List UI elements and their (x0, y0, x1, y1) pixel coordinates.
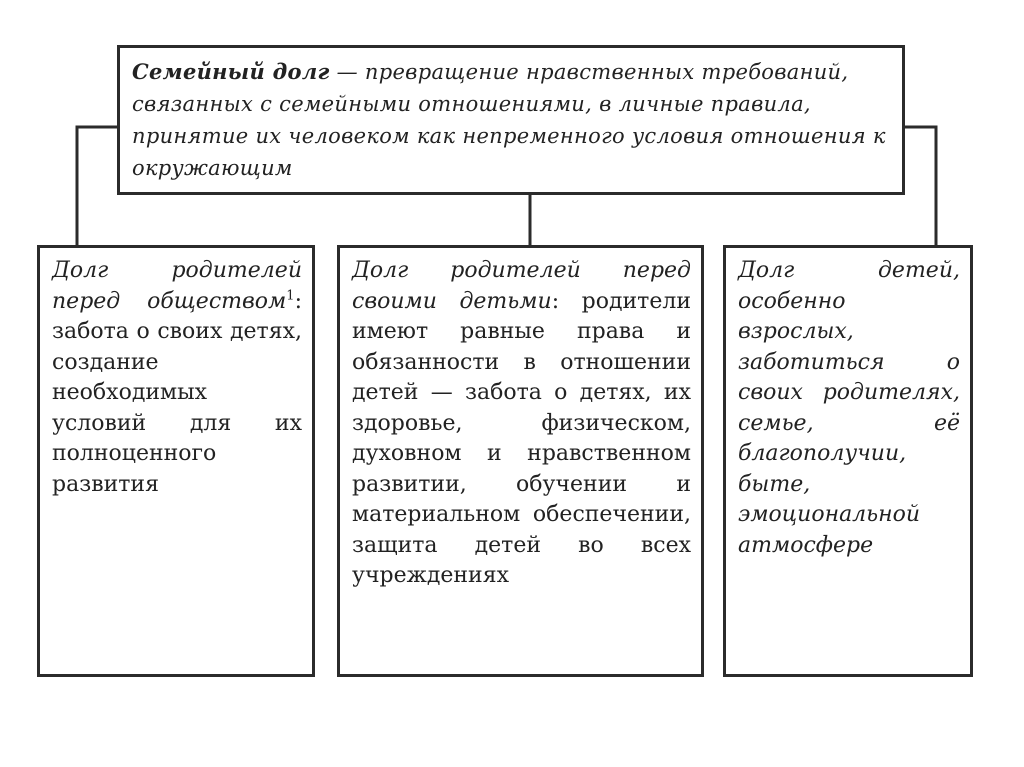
column-body-left: забота о своих детях, создание необходимых условий для их полноценного развития (52, 319, 302, 497)
column-body-right: Долг детей, особенно взрослых, заботиться о своих родителях, семье, её благополучии, быте, эмоциональной атмосфере (738, 258, 960, 558)
definition-body: превращение нравственных требований, связанных с семейными отношениями, в личные правила, принятие их человеком как непременного условия отношения к окружающим (132, 60, 886, 180)
column-heading-left: Долг родителей перед обществом (52, 258, 302, 314)
children-duty-box (723, 245, 973, 677)
definition-text (132, 56, 890, 184)
column-colon-left: : (294, 288, 302, 314)
definition-box (117, 45, 905, 195)
definition-term: Семейный долг (132, 59, 330, 84)
column-text-left (52, 256, 302, 500)
column-colon-middle: : (551, 288, 560, 314)
definition-dash: — (329, 60, 365, 84)
parents-duty-to-society-box (37, 245, 315, 677)
footnote-mark: 1 (286, 288, 295, 304)
column-text-middle (352, 256, 691, 592)
column-heading-middle: Долг родителей перед своими детьми (352, 258, 691, 314)
connector-to-right-box (905, 127, 936, 245)
connector-to-left-box (77, 127, 117, 245)
parents-duty-to-children-box (337, 245, 704, 677)
column-body-middle: родители имеют равные права и обязанности в отношении детей — забота о детях, их здоровье, физическом, духовном и нравственном развитии, обучении и материальном обеспечении, защита детей во всех учреждениях (352, 288, 691, 588)
